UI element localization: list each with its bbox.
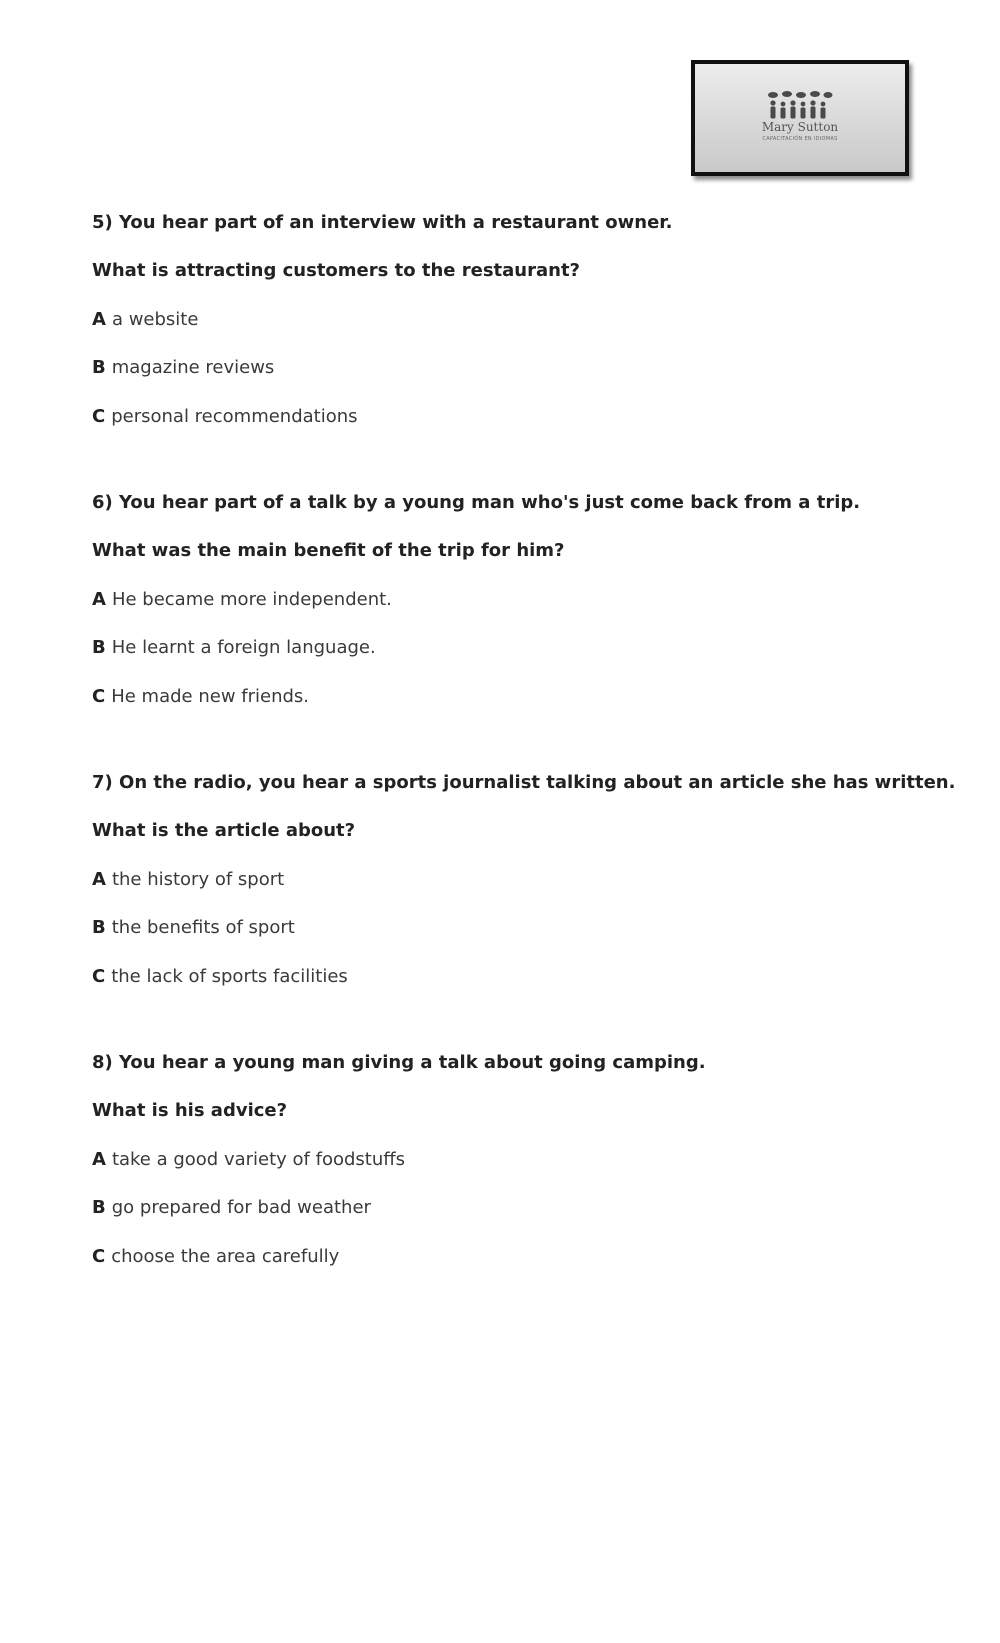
people-speech-bubbles-icon	[767, 90, 833, 124]
logo-name: Mary Sutton	[761, 120, 839, 134]
option-letter: A	[92, 1149, 106, 1170]
question-prompt: What is his advice?	[92, 1100, 288, 1121]
mary-sutton-logo	[691, 60, 909, 176]
option-letter: B	[92, 917, 106, 938]
logo-tagline: CAPACITACIÓN EN IDIOMAS	[762, 136, 838, 142]
option-a	[92, 309, 198, 331]
option-text: He learnt a foreign language.	[111, 637, 376, 658]
option-c	[92, 686, 309, 708]
option-text: He became more independent.	[111, 589, 392, 610]
option-c	[92, 966, 348, 988]
question-stem: 5) You hear part of an interview with a restaurant owner.	[92, 212, 673, 233]
option-letter: B	[92, 637, 106, 658]
option-text: the lack of sports facilities	[111, 966, 348, 987]
option-text: magazine reviews	[111, 357, 275, 378]
option-letter: C	[92, 966, 106, 987]
option-b	[92, 357, 274, 379]
option-letter: C	[92, 1246, 106, 1267]
option-a	[92, 869, 284, 891]
option-letter: A	[92, 589, 106, 610]
question-prompt: What was the main benefit of the trip for him?	[92, 540, 565, 561]
option-a	[92, 589, 392, 611]
option-text: personal recommendations	[111, 406, 358, 427]
option-c	[92, 1246, 339, 1268]
question-stem: 8) You hear a young man giving a talk about going camping.	[92, 1052, 706, 1073]
option-text: a website	[111, 309, 199, 330]
option-letter: A	[92, 309, 106, 330]
question-stem: 7) On the radio, you hear a sports journalist talking about an article she has written.	[92, 772, 956, 793]
option-b	[92, 637, 376, 659]
option-letter: C	[92, 686, 106, 707]
option-letter: B	[92, 1197, 106, 1218]
question-stem: 6) You hear part of a talk by a young man who's just come back from a trip.	[92, 492, 861, 513]
option-text: choose the area carefully	[111, 1246, 340, 1267]
option-c	[92, 406, 358, 428]
question-prompt: What is the article about?	[92, 820, 356, 841]
option-a	[92, 1149, 405, 1171]
option-letter: A	[92, 869, 106, 890]
option-text: the history of sport	[111, 869, 285, 890]
option-text: take a good variety of foodstuffs	[111, 1149, 406, 1170]
option-letter: C	[92, 406, 106, 427]
option-text: the benefits of sport	[111, 917, 295, 938]
option-text: He made new friends.	[111, 686, 310, 707]
option-b	[92, 1197, 371, 1219]
option-text: go prepared for bad weather	[111, 1197, 371, 1218]
option-letter: B	[92, 357, 106, 378]
question-prompt: What is attracting customers to the restaurant?	[92, 260, 580, 281]
option-b	[92, 917, 295, 939]
